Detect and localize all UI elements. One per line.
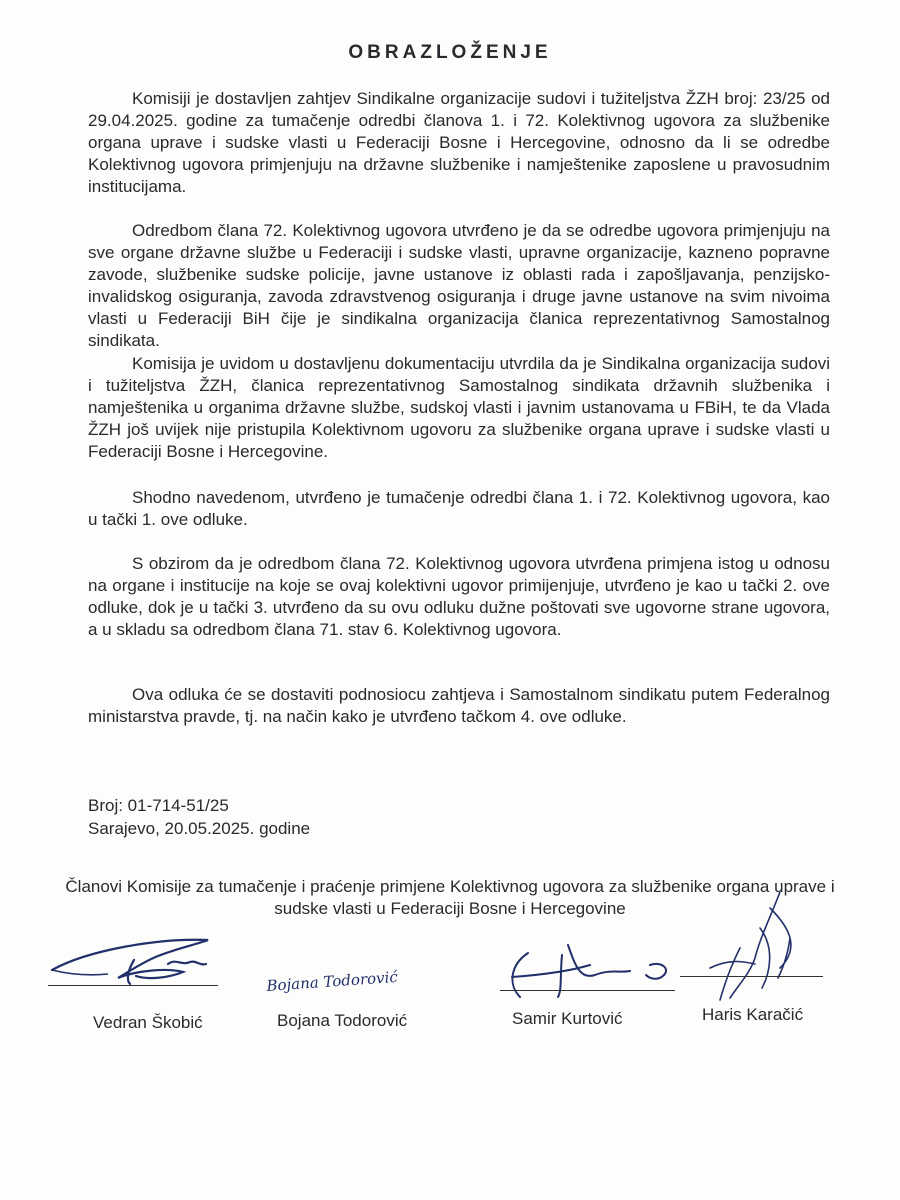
paragraph-1: Komisiji je dostavljen zahtjev Sindikalne organizacije sudovi i tužiteljstva ŽZH broj: 23/25 od 29.04.2025. godine za tumačenje odredbi članova 1. i 72. Kolektivnog ugovora za službenike organa uprave i sudske vlasti u Federaciji Bosne i Hercegovine, odnosno da li se odredbe Kolektivnog ugovora primjenjuju na državne službenike i namještenike zaposlene u pravosudnim institucijama. <box>88 89 830 196</box>
signature-samir-kurtovic <box>500 935 690 1005</box>
signature-vedran-skobic <box>48 930 228 990</box>
signatory-name-1: Vedran Škobić <box>93 1013 203 1032</box>
signature-line-1 <box>48 985 218 986</box>
signatory-name-2: Bojana Todorović <box>277 1011 408 1030</box>
paragraph-5: S obzirom da je odredbom člana 72. Kolektivnog ugovora utvrđena primjena istog u odnosu na organe i institucije na koje se ovaj kolektivni ugovor primijenjuje, utvrđeno je kao u tački 2. ove odluke, dok je u tački 3. utvrđeno da su ovu odluku dužne poštovati sve ugovorne strane ugovora, a u skladu sa odredbom člana 71. stav 6. Kolektivnog ugovora. <box>88 554 830 639</box>
signature-haris-karacic <box>700 888 810 1008</box>
paragraph-2: Odredbom člana 72. Kolektivnog ugovora utvrđeno je da se odredbe ugovora primjenjuju na sve organe državne službe u Federaciji i sudske vlasti, upravne organizacije, kazneno popravne zavode, službenike sudske policije, javne ustanove iz oblasti rada i zapošljavanja, penzijsko-invalidskog osiguranja, zavoda zdravstvenog osiguranja i druge javne ustanove na svim nivoima vlasti u Federaciji BiH čije je sindikalna organizacija članica reprezentativnog Samostalnog sindikata. <box>88 221 830 350</box>
signatory-name-3: Samir Kurtović <box>512 1009 623 1028</box>
svg-text:Bojana Todorović: Bojana Todorović <box>265 967 399 995</box>
signature-bojana-todorovic <box>262 955 442 995</box>
paragraph-4: Shodno navedenom, utvrđeno je tumačenje odredbi člana 1. i 72. Kolektivnog ugovora, kao u tački 1. ove odluke. <box>88 488 830 529</box>
signature-line-3 <box>500 990 675 991</box>
paragraph-3: Komisija je uvidom u dostavljenu dokumentaciju utvrdila da je Sindikalna organizacija sudovi i tužiteljstva ŽZH, članica reprezentativnog Samostalnog sindikata državnih službenika i namještenika u organima državne službe, sudskoj vlasti i javnim ustanovama u FBiH, te da Vlada ŽZH još uvijek nije pristupila Kolektivnom ugovoru za službenike organa uprave i sudske vlasti u Federaciji Bosne i Hercegovine. <box>88 354 830 461</box>
reference-number: Broj: 01-714-51/25 <box>88 796 229 815</box>
paragraph-6: Ova odluka će se dostaviti podnosiocu zahtjeva i Samostalnom sindikatu putem Federalnog ministarstva pravde, tj. na način kako je utvrđeno tačkom 4. ove odluke. <box>88 685 830 726</box>
committee-heading: Članovi Komisije za tumačenje i praćenje primjene Kolektivnog ugovora za službenike organa uprave i sudske vlasti u Federaciji Bosne i Hercegovine <box>65 877 835 918</box>
document-title: OBRAZLOŽENJE <box>348 42 552 63</box>
signature-line-4 <box>680 976 823 977</box>
signatory-name-4: Haris Karačić <box>702 1005 804 1024</box>
place-date: Sarajevo, 20.05.2025. godine <box>88 819 311 838</box>
